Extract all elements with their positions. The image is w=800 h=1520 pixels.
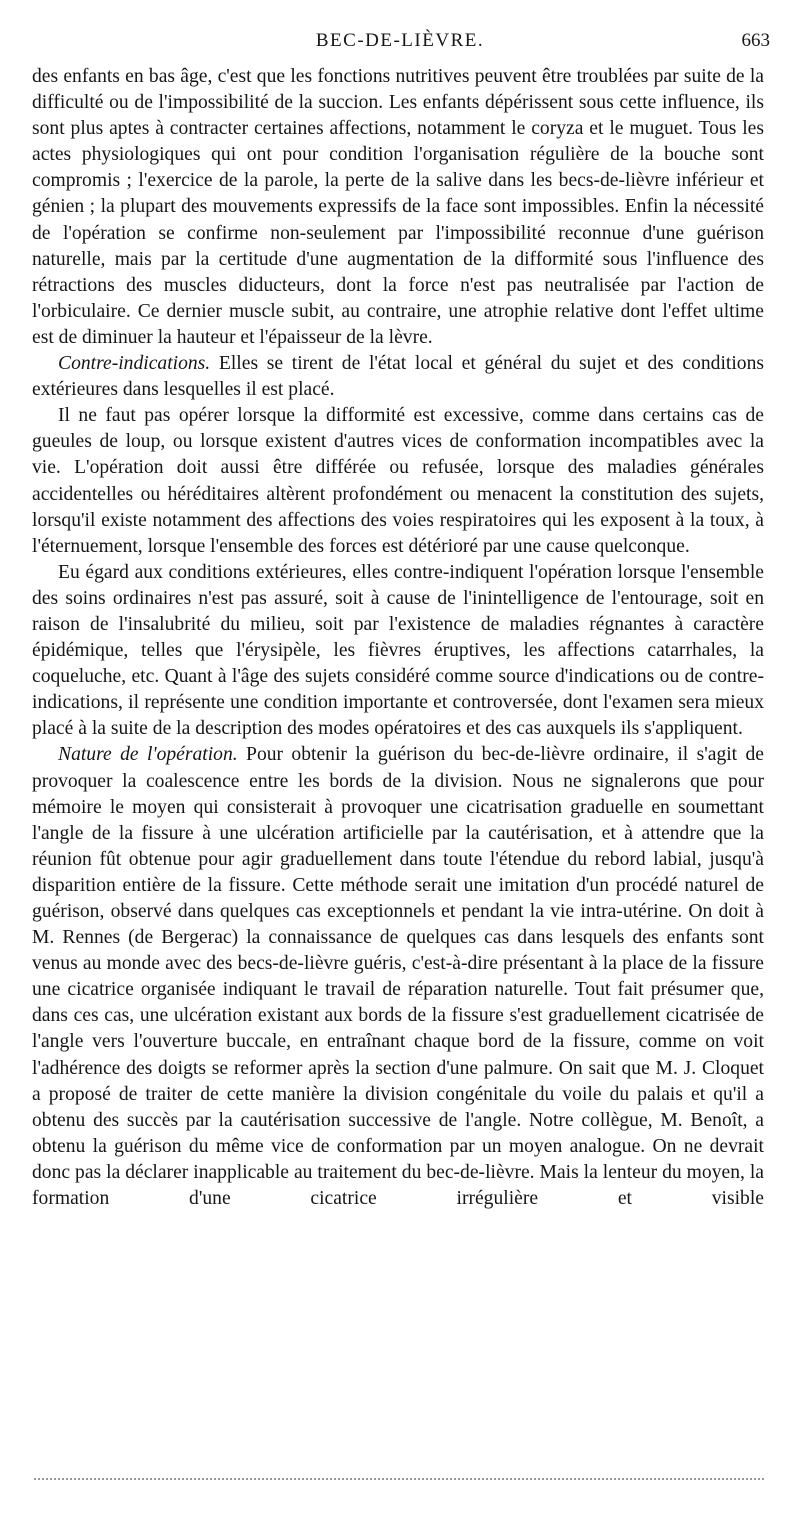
paragraph-text: Elles se tirent de l'état local et général du sujet et des conditions extérieures dans lesquelles il est placé. (32, 353, 764, 401)
paragraph-local-conditions (32, 403, 764, 560)
section-heading: Contre-indications. (58, 353, 211, 375)
paragraph-nature-operation (32, 742, 764, 1212)
paragraph-contre-indications (32, 351, 764, 403)
paragraph-text: des enfants en bas âge, c'est que les fonctions nutritives peuvent être troublées par suite de la difficulté ou de l'impossibilité de la succion. Les enfants dépérissent sous cette influence, ils sont plus aptes à contracter certaines affections, notamment le coryza et le muguet. Tous les actes physiologiques qui ont pour condition l'organisation régulière de la bouche sont compromis ; l'exercice de la parole, la perte de la salive dans les becs-de-lièvre inférieur et génien ; la plupart des mouvements expressifs de la face sont impossibles. Enfin la nécessité de l'opération se confirme non-seulement par l'impossibilité reconnue d'une guérison naturelle, mais par la certitude d'une augmentation de la difformité sous l'influence des rétractions des muscles diducteurs, dont la force n'est pas neutralisée par l'action de l'orbiculaire. Ce dernier muscle subit, au contraire, une atrophie relative dont l'effet ultime est de diminuer la hauteur et l'épaisseur de la lèvre. (32, 66, 764, 348)
text-body (32, 64, 764, 1212)
paragraph-text: Il ne faut pas opérer lorsque la difformité est excessive, comme dans certains cas de gueules de loup, ou lorsque existent d'autres vices de conformation incompatibles avec la vie. L'opération doit aussi être différée ou refusée, lorsque des maladies générales accidentelles ou héréditaires altèrent profondément ou menacent la constitution des sujets, lorsqu'il existe notamment des affections des voies respiratoires qui les exposent à la toux, à l'éternuement, lorsque l'ensemble des forces est détérioré par une cause quelconque. (32, 405, 764, 557)
paragraph-text: Eu égard aux conditions extérieures, elles contre-indiquent l'opération lorsque l'ensemble des soins ordinaires n'est pas assuré, soit à cause de l'inintelligence de l'entourage, soit en raison de l'insalubrité du milieu, soit par l'existence de maladies régnantes à caractère épidémique, telles que l'érysipèle, les fièvres éruptives, les affections catarrhales, la coqueluche, etc. Quant à l'âge des sujets considéré comme source d'indications ou de contre-indications, il représente une condition importante et controversée, dont l'examen sera mieux placé à la suite de la description des modes opératoires et des cas auxquels ils s'appliquent. (32, 561, 764, 740)
paragraph-external-conditions (32, 560, 764, 743)
bottom-rule (34, 1478, 764, 1480)
running-title: BEC-DE-LIÈVRE. (315, 30, 485, 51)
paragraph-text: Pour obtenir la guérison du bec-de-lièvre ordinaire, il s'agit de provoquer la coalescence entre les bords de la division. Nous ne signalerons que pour mémoire le moyen qui consisterait à provoquer une cicatrisation graduelle en soumettant l'angle de la fissure à une ulcération artificielle par la cautérisation, et à attendre que la réunion fût obtenue pour agir graduellement dans toute l'étendue du rebord labial, jusqu'à disparition entière de la fissure. Cette méthode serait une imitation d'un procédé naturel de guérison, observé dans quelques cas exceptionnels et pendant la vie intra-utérine. On doit à M. Rennes (de Bergerac) la connaissance de quelques cas dans lesquels des enfants sont venus au monde avec des becs-de-lièvre guéris, c'est-à-dire présentant à la place de la fissure une cicatrice organisée indiquant le travail de réparation naturelle. Tout fait présumer que, dans ces cas, une ulcération existant aux bords de la fissure s'est graduellement cicatrisée de l'angle vers l'ouverture buccale, en entraînant chaque bord de la fissure, comme on voit l'adhérence des doigts se reformer après la section d'une palmure. On sait que M. J. Cloquet a proposé de traiter de cette manière la division congénitale du voile du palais et qu'il a obtenu des succès par la cautérisation successive de l'angle. Notre collègue, M. Benoît, a obtenu la guérison du même vice de conformation par un moyen analogue. On ne devrait donc pas la déclarer inapplicable au traitement du bec-de-lièvre. Mais la lenteur du moyen, la formation d'une cicatrice irrégulière et visible (32, 744, 764, 1210)
page-number: 663 (741, 30, 770, 51)
section-heading: Nature de l'opération. (58, 744, 238, 766)
page-header (30, 30, 770, 60)
paragraph-continuation (32, 64, 764, 351)
